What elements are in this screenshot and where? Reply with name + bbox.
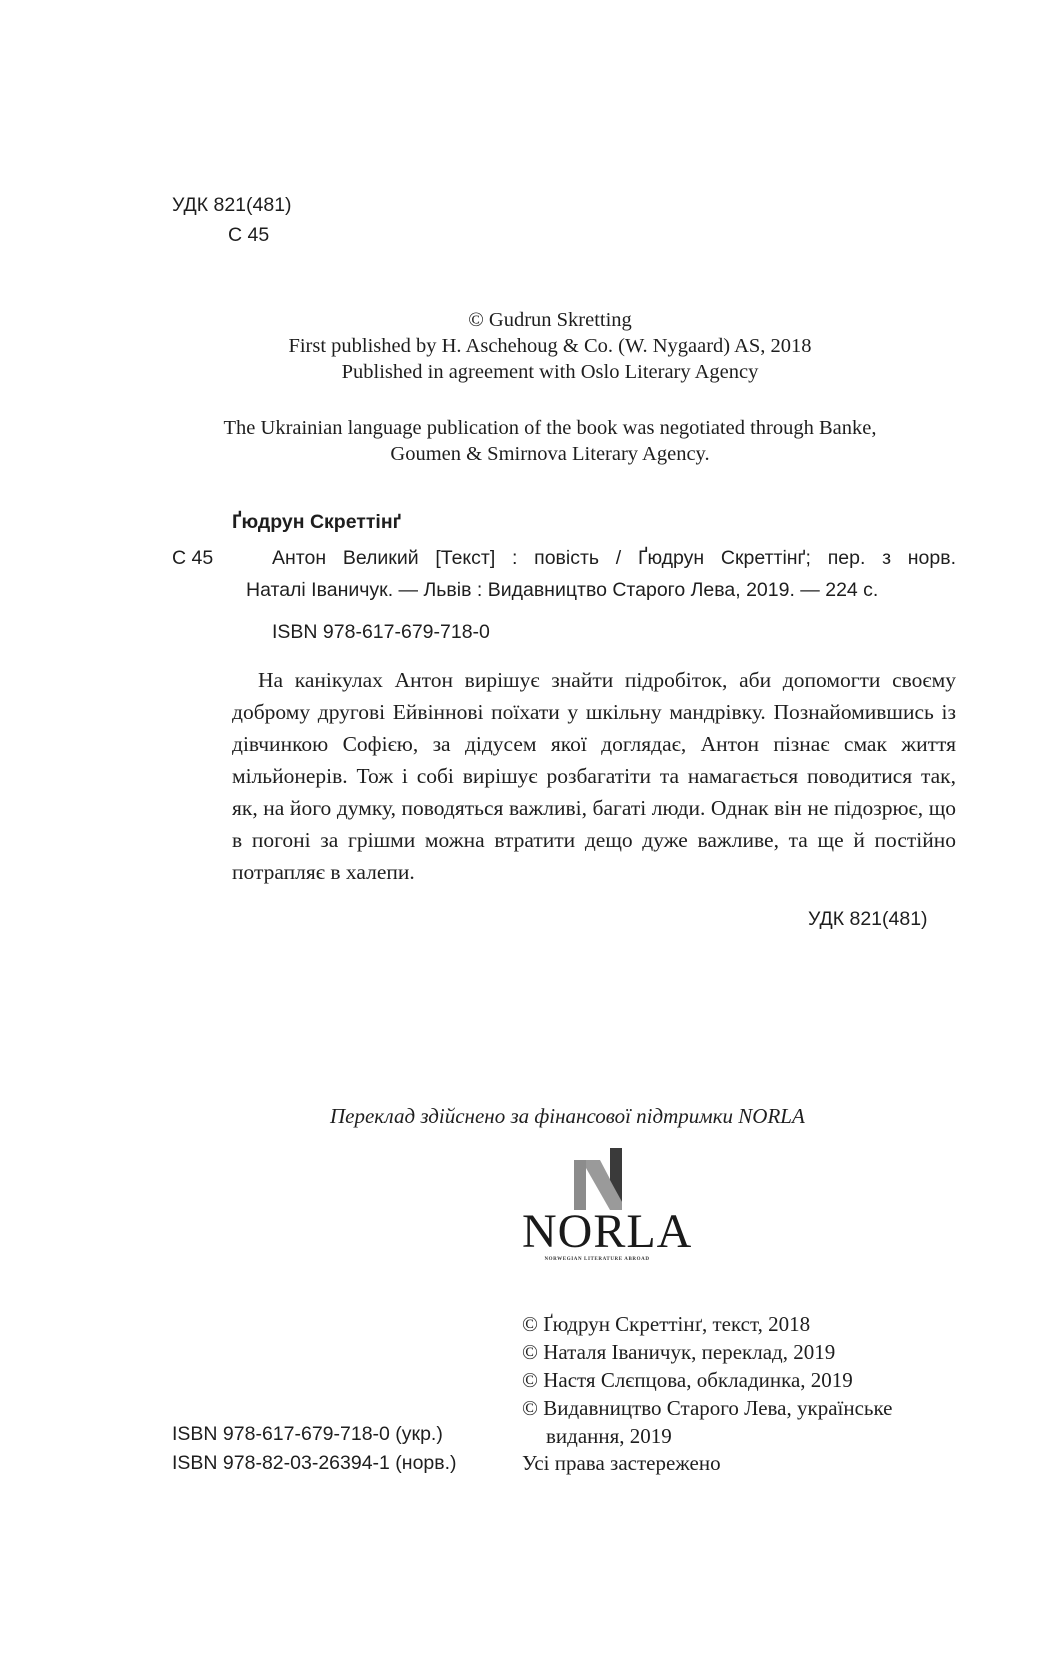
copyright-line: © Ґюдрун Скреттінґ, текст, 2018	[522, 1312, 811, 1336]
translation-support-note: Переклад здійснено за фінансової підтримки NORLA	[330, 1104, 805, 1128]
catalog-author: Ґюдрун Скреттінґ	[232, 511, 402, 533]
norla-logo-tagline: NORWEGIAN LITERATURE ABROAD	[544, 1257, 650, 1262]
udk-code-top: УДК 821(481)	[172, 194, 292, 216]
copyright-block	[522, 1310, 952, 1450]
rights-line: Published in agreement with Oslo Literary Agency	[341, 361, 759, 383]
isbn-nor: ISBN 978-82-03-26394-1 (норв.)	[172, 1452, 457, 1474]
negotiation-line: Goumen & Smirnova Literary Agency.	[390, 443, 710, 465]
copyright-line: © Видавництво Старого Лева, українське	[522, 1396, 893, 1420]
rights-line: © Gudrun Skretting	[468, 309, 632, 331]
catalog-title-line-1: Антон Великий [Текст] : повість / Ґюдрун Скреттінґ; пер. з норв.	[272, 547, 956, 569]
catalog-title-line-2: Наталі Іваничук. — Львів : Видавництво Старого Лева, 2019. — 224 с.	[246, 579, 879, 601]
catalog-isbn: ISBN 978-617-679-718-0	[272, 621, 490, 643]
rights-en-block	[150, 307, 950, 385]
negotiation-line: The Ukrainian language publication of the book was negotiated through Banke,	[223, 417, 877, 439]
norla-logo-text: NORLA	[522, 1205, 693, 1258]
copyright-line: © Наталя Іваничук, переклад, 2019	[522, 1340, 836, 1364]
negotiation-block	[150, 415, 950, 467]
copyright-line: © Настя Слєпцова, обкладинка, 2019	[522, 1368, 853, 1392]
isbn-ukr: ISBN 978-617-679-718-0 (укр.)	[172, 1423, 443, 1445]
rights-line: First published by H. Aschehoug & Co. (W. Nygaard) AS, 2018	[288, 335, 812, 357]
rights-reserved: Усі права застережено	[522, 1451, 721, 1475]
catalog-annotation: На канікулах Антон вирішує знайти підробіток, аби допомогти своєму доброму другові Ейвіннові поїхати у шкільну мандрівку. Познайомившись із дівчинкою Софією, за дідусем якої доглядає, Антон пізнає смак життя мільйонерів. Тож і собі вирішує розбагатіти та намагається поводитися так, як, на його думку, поводяться важливі, багаті люди. Однак він не підозрює, що в погоні за грішми можна втратити дещо дуже важливе, та ще й постійно потрапляє в халепи.	[232, 668, 956, 884]
norla-n-mark-icon	[570, 1146, 626, 1214]
norla-logo	[522, 1146, 693, 1262]
copyright-line: видання, 2019	[546, 1424, 672, 1448]
catalog-udk: УДК 821(481)	[808, 908, 928, 930]
bbk-code-top: С 45	[228, 224, 270, 246]
catalog-code: С 45	[172, 547, 214, 569]
